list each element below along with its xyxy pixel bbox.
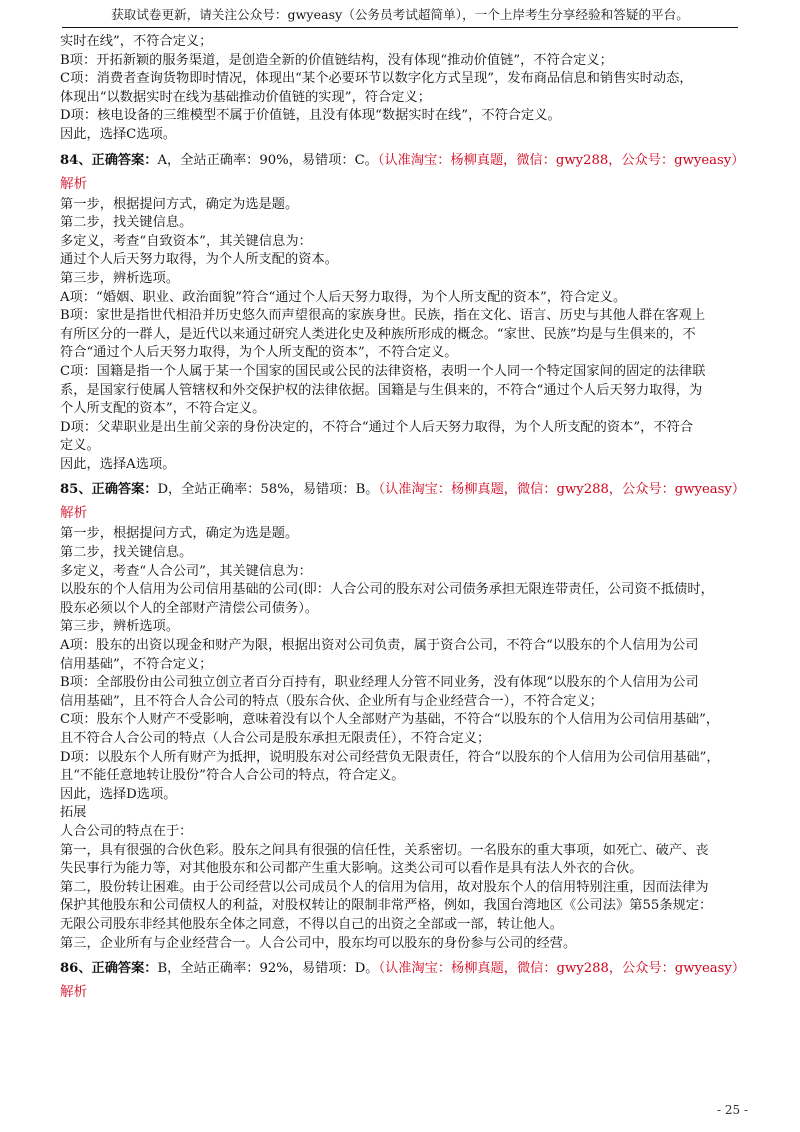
q86-answer-line bbox=[60, 957, 750, 980]
text-line: 拓展 bbox=[60, 805, 87, 821]
text-line: B项：开拓新颖的服务渠道，是创造全新的价值链结构，没有体现“推动价值链”，不符合定义； bbox=[60, 52, 613, 68]
answer-info: D，全站正确率：58%，易错项：B。 bbox=[157, 482, 379, 498]
text-line: 第二步，找关键信息。 bbox=[60, 545, 193, 561]
header-rule bbox=[62, 27, 738, 28]
page-header bbox=[0, 0, 800, 30]
text-line: 股东必须以个人的全部财产清偿公司债务）。 bbox=[60, 600, 319, 616]
answer-label: 84、正确答案： bbox=[60, 152, 158, 168]
text-line: B项：家世是指世代相沿并历史悠久而声望很高的家族身世。民族，指在文化、语言、历史与其他人群在客观上 bbox=[60, 308, 706, 324]
text-line: 体现出“以数据实时在线为基础推动价值链的实现”，符合定义； bbox=[60, 89, 431, 105]
text-line: 多定义，考查“自致资本”，其关键信息为： bbox=[60, 233, 312, 249]
text-line: D项：以股东个人所有财产为抵押，说明股东对公司经营负无限责任，符合“以股东的个人信用为公司信用基础”， bbox=[60, 749, 720, 765]
text-line: 第一步，根据提问方式，确定为选是题。 bbox=[60, 526, 299, 542]
q85-explanation bbox=[60, 525, 750, 953]
text-line: 因此，选择C选项。 bbox=[60, 126, 177, 142]
jiexi-heading: 解析 bbox=[60, 175, 88, 192]
text-line: 第二步，找关键信息。 bbox=[60, 215, 193, 231]
text-line: 信用基础”，且不符合人合公司的特点（股东合伙、企业所有与企业经营合一），不符合定义； bbox=[60, 693, 603, 709]
text-line: 通过个人后天努力取得，为个人所支配的资本。 bbox=[60, 252, 338, 268]
answer-label: 86、正确答案： bbox=[60, 961, 158, 977]
text-line: 且不符合人合公司的特点（人合公司是股东承担无限责任），不符合定义； bbox=[60, 731, 491, 746]
q84-answer-line bbox=[60, 149, 750, 172]
text-line: 个人所支配的资本”，不符合定义。 bbox=[60, 401, 266, 417]
text-line: 符合“通过个人后天努力取得，为个人所支配的资本”，不符合定义。 bbox=[60, 345, 458, 361]
text-line: 因此，选择D选项。 bbox=[60, 786, 177, 802]
q83-tail bbox=[60, 33, 750, 145]
header-text: 获取试卷更新，请关注公众号：gwyeasy（公务员考试超简单），一个上岸考生分享经验和答疑的平台。 bbox=[111, 7, 689, 22]
text-line: C项：消费者查询货物即时情况，体现出“某个必要环节以数字化方式呈现”，发布商品信息和销售实时动态， bbox=[60, 71, 693, 87]
q84-explanation bbox=[60, 196, 750, 475]
answer-ad: （认准淘宝：杨柳真题，微信：gwy288，公众号：gwyeasy） bbox=[378, 961, 746, 977]
text-line: 人合公司的特点在于： bbox=[60, 823, 193, 839]
text-line: 第三，企业所有与企业经营合一。人合公司中，股东均可以股东的身份参与公司的经营。 bbox=[60, 935, 577, 951]
text-line: 定义。 bbox=[60, 438, 100, 454]
text-line: 因此，选择A选项。 bbox=[60, 456, 176, 472]
answer-ad: （认准淘宝：杨柳真题，微信：gwy288，公众号：gwyeasy） bbox=[378, 482, 746, 498]
text-line: D项：核电设备的三维模型不属于价值链，且没有体现“数据实时在线”，不符合定义。 bbox=[60, 108, 561, 124]
text-line: 第一，具有很强的合伙色彩。股东之间具有很强的信任性，关系密切。一名股东的重大事项，如死亡、破产、丧 bbox=[60, 842, 709, 858]
text-line: C项：股东个人财产不受影响，意味着没有以个人全部财产为基础，不符合“以股东的个人信用为公司信用基础”， bbox=[60, 712, 720, 728]
page-number: - 25 - bbox=[716, 1103, 748, 1117]
answer-info: B，全站正确率：92%，易错项：D。 bbox=[157, 961, 379, 977]
text-line: C项：国籍是指一个人属于某一个国家的国民或公民的法律资格，表明一个人同一个特定国家间的固定的法律联 bbox=[60, 363, 706, 379]
text-line: D项：父辈职业是出生前父亲的身份决定的，不符合“通过个人后天努力取得，为个人所支配的资本”，不符合 bbox=[60, 419, 694, 435]
text-line: 第二，股份转让困难。由于公司经营以公司成员个人的信用为信用，故对股东个人的信用特别注重，因而法律为 bbox=[60, 879, 709, 895]
text-line: 信用基础”，不符合定义； bbox=[60, 656, 213, 672]
jiexi-heading: 解析 bbox=[60, 505, 88, 522]
text-line: 实时在线”，不符合定义； bbox=[60, 34, 213, 49]
text-line: 且“不能任意地转让股份”符合人合公司的特点，符合定义。 bbox=[60, 768, 405, 784]
text-line: 保护其他股东和公司债权人的利益，对股权转让的限制非常严格，例如，我国台湾地区《公司法》第55条规定： bbox=[60, 898, 713, 914]
answer-label: 85、正确答案： bbox=[60, 482, 158, 498]
text-line: 失民事行为能力等，对其他股东和公司都产生重大影响。这类公司可以看作是具有法人外衣的合伙。 bbox=[60, 861, 643, 877]
answer-info: A，全站正确率：90%，易错项：C。 bbox=[157, 152, 378, 168]
text-line: 第三步，辨析选项。 bbox=[60, 270, 180, 286]
text-line: A项：“婚姻、职业、政治面貌”符合“通过个人后天努力取得，为个人所支配的资本”，符合定义。 bbox=[60, 289, 627, 305]
text-line: B项：全部股份由公司独立创立者百分百持有，职业经理人分管不同业务，没有体现“以股东的个人信用为公司 bbox=[60, 675, 699, 691]
text-line: 无限公司股东非经其他股东全体之同意，不得以自己的出资之全部或一部，转让他人。 bbox=[60, 916, 564, 932]
text-line: 第三步，辨析选项。 bbox=[60, 619, 180, 635]
text-line: 系，是国家行使属人管辖权和外交保护权的法律依据。国籍是与生俱来的，不符合“通过个人后天努力取得，为 bbox=[60, 382, 703, 398]
q85-answer-line bbox=[60, 478, 750, 501]
jiexi-heading: 解析 bbox=[60, 984, 88, 1001]
document-body bbox=[60, 33, 750, 1004]
text-line: A项：股东的出资以现金和财产为限，根据出资对公司负责，属于资合公司，不符合“以股东的个人信用为公司 bbox=[60, 638, 699, 654]
text-line: 多定义，考查“人合公司”，其关键信息为： bbox=[60, 563, 312, 579]
answer-ad: （认准淘宝：杨柳真题，微信：gwy288，公众号：gwyeasy） bbox=[377, 152, 745, 168]
text-line: 第一步，根据提问方式，确定为选是题。 bbox=[60, 196, 299, 212]
text-line: 有所区分的一群人，是近代以来通过研究人类进化史及种族所形成的概念。“家世、民族”均是与生俱来的，不 bbox=[60, 326, 696, 342]
text-line: 以股东的个人信用为公司信用基础的公司(即：人合公司的股东对公司债务承担无限连带责任，公司资不抵债时， bbox=[60, 582, 714, 598]
